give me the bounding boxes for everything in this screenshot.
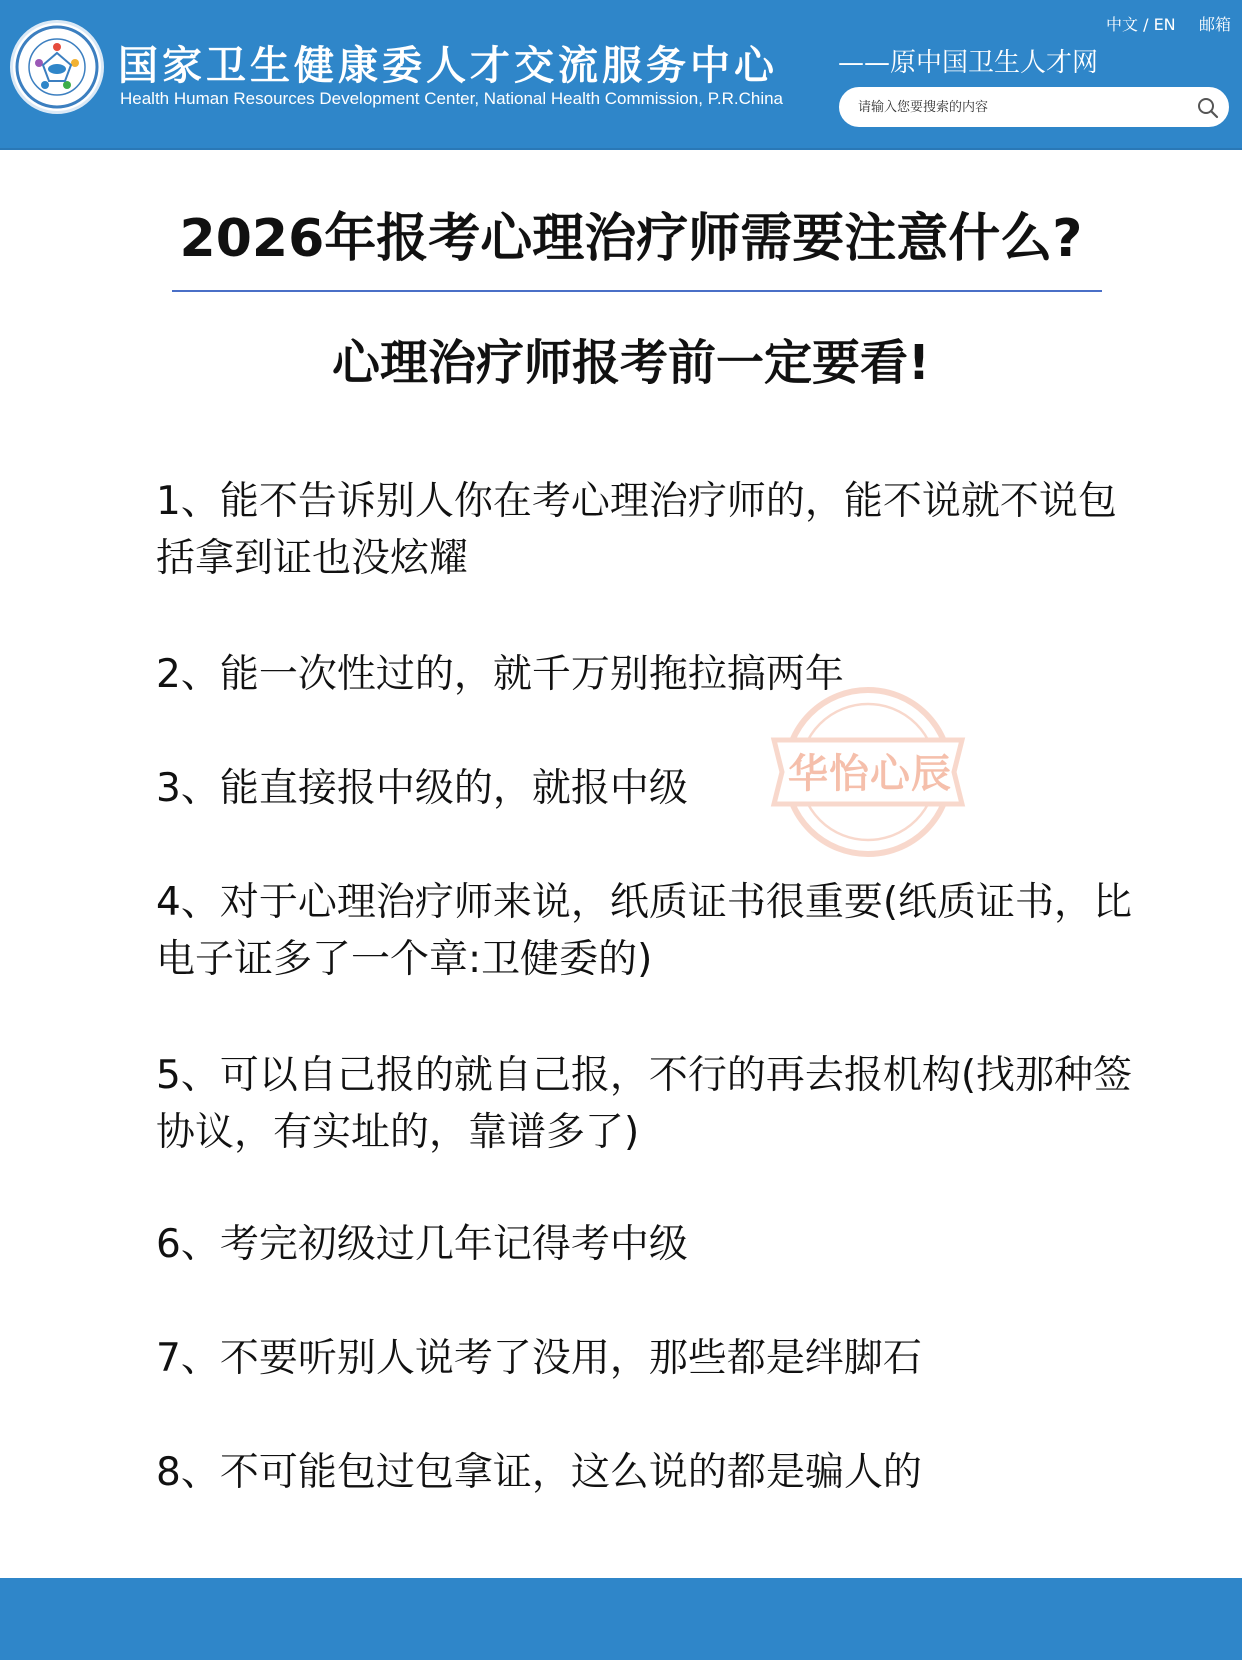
article-title: 2026年报考心理治疗师需要注意什么?: [179, 209, 1083, 269]
tip-item: 1、能不告诉别人你在考心理治疗师的，能不说就不说包括拿到证也没炫耀: [156, 479, 1117, 581]
tip-item: 5、可以自己报的就自己报，不行的再去报机构(找那种签协议，有实址的，靠谱多了): [156, 1053, 1133, 1155]
article-subtitle: 心理治疗师报考前一定要看!: [332, 335, 930, 391]
search-bar: [839, 87, 1229, 127]
site-footer: [0, 1578, 1242, 1660]
tip-item: 2、能一次性过的，就千万别拖拉搞两年: [156, 652, 844, 697]
site-title: 国家卫生健康委人才交流服务中心: [118, 43, 778, 89]
title-divider: [172, 290, 1102, 292]
tip-item: 6、考完初级过几年记得考中级: [156, 1222, 688, 1267]
site-header: [0, 0, 1242, 150]
language-switch-link[interactable]: 中文 / EN: [1106, 15, 1176, 34]
watermark-text: 华怡心辰: [788, 751, 952, 797]
search-input[interactable]: [858, 95, 1178, 119]
tip-item: 7、不要听别人说考了没用，那些都是绊脚石: [156, 1336, 922, 1381]
tip-item: 4、对于心理治疗师来说，纸质证书很重要(纸质证书，比电子证多了一个章:卫健委的): [156, 880, 1133, 982]
health-center-logo-icon[interactable]: [10, 20, 104, 114]
mailbox-link[interactable]: 邮箱: [1199, 15, 1232, 34]
search-icon[interactable]: [1196, 96, 1220, 120]
site-subtitle: Health Human Resources Development Center, National Health Commission, P.R.China: [120, 89, 783, 108]
tip-item: 8、不可能包过包拿证，这么说的都是骗人的: [156, 1450, 922, 1495]
former-site-name: ——原中国卫生人才网: [838, 48, 1099, 78]
tip-item: 3、能直接报中级的，就报中级: [156, 766, 688, 811]
